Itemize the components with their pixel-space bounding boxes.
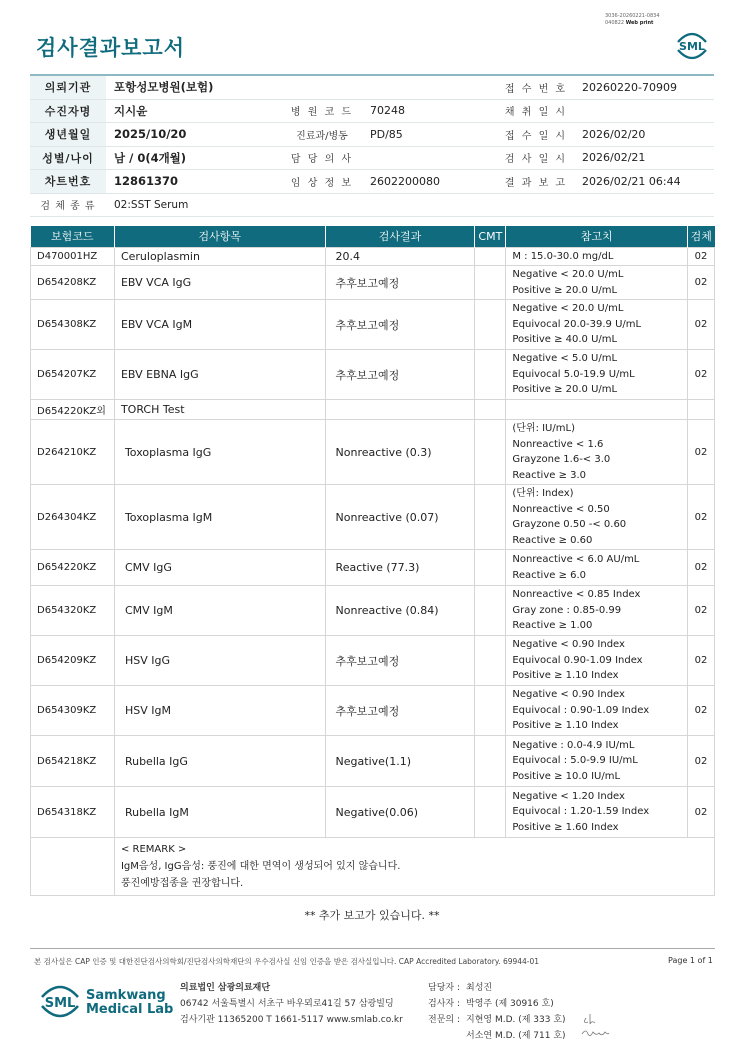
reference-line: Gray zone : 0.85-0.99 (512, 604, 622, 616)
cmt-cell (475, 485, 506, 550)
col-header: 보험코드 (31, 226, 115, 247)
remark-line: 풍진예방접종을 권장합니다. (120, 878, 244, 889)
test-result: Nonreactive (0.3) (325, 420, 475, 485)
reference-line: Negative < 20.0 U/mL (512, 269, 624, 280)
staff-line: 전문의 : 지현영 M.D. (제 333 호) (428, 1015, 566, 1025)
reference-line: Equivocal : 0.90-1.09 Index (512, 704, 650, 716)
reference-line: Positive ≥ 20.0 U/mL (512, 284, 618, 296)
reference-range (506, 686, 688, 736)
test-item: CMV IgM (114, 586, 325, 636)
reference-line: Equivocal : 1.20-1.59 Index (512, 806, 650, 818)
col-header: 참고치 (506, 226, 688, 247)
test-item: Rubella IgM (114, 787, 325, 838)
logo-text: SML (679, 40, 705, 53)
reference-range (506, 350, 688, 400)
test-item: Toxoplasma IgG (114, 420, 325, 485)
remark-line: IgM음성, IgG음성: 풍진에 대한 면역이 생성되어 있지 않습니다. (120, 861, 401, 872)
table-row (31, 400, 715, 420)
additional-report-note: ** 추가 보고가 있습니다. ** (304, 909, 440, 922)
remark-line: < REMARK > (120, 844, 187, 855)
remark-row (31, 838, 715, 896)
staff-list (428, 980, 566, 1044)
test-result: 추후보고예정 (325, 300, 475, 350)
reference-line: Nonreactive < 1.6 (512, 438, 604, 450)
reference-line: (단위: Index) (512, 488, 574, 499)
table-row (31, 247, 715, 266)
reference-line: Negative : 0.0-4.9 IU/mL (512, 739, 635, 751)
reference-range (506, 247, 688, 266)
test-item: EBV VCA IgM (114, 300, 325, 350)
specimen-code: 02 (687, 787, 714, 838)
sml-logo-icon (36, 980, 84, 1022)
test-result: Reactive (77.3) (325, 550, 475, 586)
test-result: Negative(0.06) (325, 787, 475, 838)
specimen-code: 02 (687, 300, 714, 350)
staff-line: 서소연 M.D. (제 711 호) (466, 1031, 566, 1041)
test-result: 추후보고예정 (325, 350, 475, 400)
reference-line: Equivocal 20.0-39.9 U/mL (512, 318, 642, 330)
cmt-cell (475, 300, 506, 350)
info-row: 의뢰기관 포항성모병원(보험) 접 수 번 호 20260220-70909 (30, 76, 714, 100)
insurance-code: D470001HZ (31, 247, 115, 266)
insurance-code: D654220KZ외 (31, 400, 115, 420)
divider (30, 948, 715, 949)
test-item: EBV VCA IgG (114, 266, 325, 300)
info-row: 차트번호 12861370 임 상 정 보 2602200080 결 과 보 고 2026/02/21 06:44 (30, 170, 714, 194)
col-header: 검체 (687, 226, 714, 247)
reference-range (506, 636, 688, 686)
test-item: HSV IgM (114, 686, 325, 736)
cmt-cell (475, 266, 506, 300)
reference-line: Nonreactive < 6.0 AU/mL (512, 554, 640, 565)
reference-line: Equivocal : 5.0-9.9 IU/mL (512, 755, 638, 767)
reference-line: Negative < 0.90 Index (512, 689, 625, 701)
specimen-code: 02 (687, 686, 714, 736)
reference-range (506, 787, 688, 838)
reference-range (506, 586, 688, 636)
remark-blank (31, 838, 115, 896)
page-title: 검사결과보고서 (36, 36, 186, 60)
reference-range (506, 400, 688, 420)
sml-logo-icon (672, 28, 712, 62)
reference-line: Positive ≥ 40.0 U/mL (512, 334, 618, 346)
page-number: Page 1 of 1 (668, 956, 713, 965)
table-row (31, 586, 715, 636)
reference-line: Equivocal 0.90-1.09 Index (512, 654, 643, 666)
reference-range (506, 550, 688, 586)
reference-line: Negative < 5.0 U/mL (512, 353, 618, 365)
test-item: CMV IgG (114, 550, 325, 586)
reference-line: Reactive ≥ 1.00 (512, 620, 593, 632)
cmt-cell (475, 420, 506, 485)
reference-range (506, 300, 688, 350)
patient-info (30, 74, 714, 217)
table-row (31, 420, 715, 485)
table-row (31, 350, 715, 400)
reference-line: Equivocal 5.0-19.9 U/mL (512, 368, 635, 380)
reference-line: (단위: IU/mL) (512, 423, 575, 434)
reference-line: M : 15.0-30.0 mg/dL (512, 250, 614, 262)
specimen-code: 02 (687, 420, 714, 485)
col-header: CMT (475, 226, 506, 247)
insurance-code: D654318KZ (31, 787, 115, 838)
remark (114, 838, 714, 896)
reference-line: Negative < 1.20 Index (512, 790, 625, 802)
insurance-code: D264210KZ (31, 420, 115, 485)
specimen-code: 02 (687, 485, 714, 550)
test-item: TORCH Test (114, 400, 325, 420)
cmt-cell (475, 400, 506, 420)
table-row (31, 300, 715, 350)
reference-line: Reactive ≥ 6.0 (512, 569, 587, 581)
reference-line: Positive ≥ 1.60 Index (512, 821, 619, 833)
table-row (31, 686, 715, 736)
specimen-code: 02 (687, 636, 714, 686)
brand-name: Samkwang Medical Lab (86, 988, 174, 1017)
logo-text: SML (44, 996, 76, 1011)
info-row: 수진자명 지시윤 병 원 코 드 70248 채 취 일 시 (30, 100, 714, 124)
test-item: EBV EBNA IgG (114, 350, 325, 400)
reference-line: Nonreactive < 0.85 Index (512, 589, 641, 601)
insurance-code: D654220KZ (31, 550, 115, 586)
test-item: HSV IgG (114, 636, 325, 686)
reference-line: Negative < 20.0 U/mL (512, 303, 624, 315)
cmt-cell (475, 686, 506, 736)
table-row (31, 736, 715, 787)
test-item: Toxoplasma IgM (114, 485, 325, 550)
reference-line: Negative < 0.90 Index (512, 639, 625, 651)
test-result (325, 400, 475, 420)
staff-line: 검사자 : 박영주 (제 30916 호) (428, 999, 554, 1009)
test-result: Negative(1.1) (325, 736, 475, 787)
insurance-code: D654320KZ (31, 586, 115, 636)
reference-range (506, 420, 688, 485)
table-row (31, 485, 715, 550)
org-info: 의료법인 삼광의료재단 06742 서울특별시 서초구 바우뫼로41길 57 삼광빌딩 검사기관 11365200 T 1661-5117 www.smlab.co.kr (180, 983, 403, 1025)
insurance-code: D654209KZ (31, 636, 115, 686)
specimen-code: 02 (687, 266, 714, 300)
specimen-code: 02 (687, 247, 714, 266)
info-row: 성별/나이 남 / 0(4개월) 담 당 의 사 검 사 일 시 2026/02/21 (30, 147, 714, 171)
table-row (31, 787, 715, 838)
signature-icon (578, 1010, 612, 1040)
test-result: 추후보고예정 (325, 636, 475, 686)
cmt-cell (475, 787, 506, 838)
cmt-cell (475, 736, 506, 787)
reference-line: Grayzone 0.50 -< 0.60 (512, 519, 627, 530)
reference-line: Nonreactive < 0.50 (512, 503, 610, 515)
reference-line: Reactive ≥ 3.0 (512, 469, 587, 481)
insurance-code: D654308KZ (31, 300, 115, 350)
certification-text: 본 검사실은 CAP 인증 및 대한진단검사의학회/진단검사의학재단의 우수검사실 신임 인증을 받은 검사실입니다. CAP Accredited Laboratory. 69944-01 (34, 957, 540, 966)
table-row (31, 266, 715, 300)
results-table (30, 226, 715, 896)
reference-range (506, 485, 688, 550)
reference-range (506, 266, 688, 300)
reference-line: Positive ≥ 1.10 Index (512, 720, 619, 732)
table-row (31, 550, 715, 586)
specimen-code: 02 (687, 736, 714, 787)
reference-line: Positive ≥ 20.0 U/mL (512, 384, 618, 396)
info-row: 검 체 종 류 02:SST Serum (30, 194, 714, 218)
reference-range (506, 736, 688, 787)
info-row: 생년월일 2025/10/20 진료과/병동 PD/85 접 수 일 시 2026/02/20 (30, 123, 714, 147)
insurance-code: D264304KZ (31, 485, 115, 550)
test-result: 추후보고예정 (325, 686, 475, 736)
specimen-code (687, 400, 714, 420)
reference-line: Positive ≥ 10.0 IU/mL (512, 770, 621, 782)
cmt-cell (475, 586, 506, 636)
insurance-code: D654218KZ (31, 736, 115, 787)
reference-line: Grayzone 1.6-< 3.0 (512, 454, 611, 465)
specimen-code: 02 (687, 550, 714, 586)
specimen-code: 02 (687, 586, 714, 636)
staff-line: 담당자 : 최성진 (428, 983, 493, 993)
col-header: 검사항목 (114, 226, 325, 247)
reference-line: Reactive ≥ 0.60 (512, 534, 593, 546)
test-item: Ceruloplasmin (114, 247, 325, 266)
insurance-code: D654207KZ (31, 350, 115, 400)
test-result: 20.4 (325, 247, 475, 266)
test-item: Rubella IgG (114, 736, 325, 787)
test-result: Nonreactive (0.07) (325, 485, 475, 550)
cmt-cell (475, 550, 506, 586)
reference-line: Positive ≥ 1.10 Index (512, 670, 619, 682)
insurance-code: D654208KZ (31, 266, 115, 300)
specimen-code: 02 (687, 350, 714, 400)
table-header-row (31, 226, 715, 247)
col-header: 검사결과 (325, 226, 475, 247)
cmt-cell (475, 247, 506, 266)
test-result: 추후보고예정 (325, 266, 475, 300)
print-code: 3036-20260221-0834 040822 Web print (605, 13, 660, 26)
cmt-cell (475, 350, 506, 400)
cmt-cell (475, 636, 506, 686)
table-row (31, 636, 715, 686)
insurance-code: D654309KZ (31, 686, 115, 736)
test-result: Nonreactive (0.84) (325, 586, 475, 636)
